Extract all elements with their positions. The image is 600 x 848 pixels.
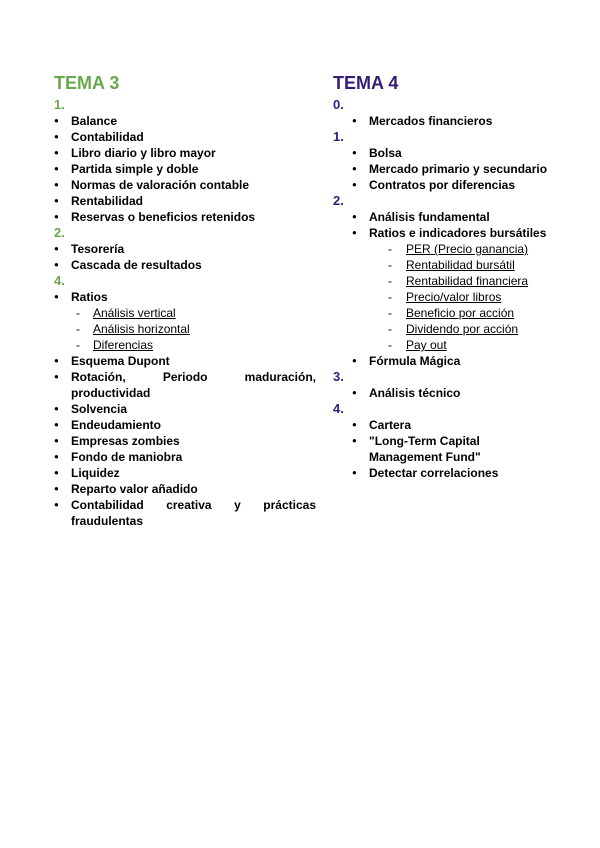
list-item: ● Solvencia [54,401,316,417]
list-item: ● Tesorería [54,241,316,257]
sub-item-label: PER (Precio ganancia) [406,242,529,256]
list-item: ● Fórmula Mágica [352,353,565,369]
sub-item [333,337,565,353]
list-item: ● Contratos por diferencias [352,177,565,193]
sub-item [333,241,565,257]
sub-item-label: Rentabilidad bursátil [406,258,515,272]
list-item: ● Balance [54,113,316,129]
sub-item-label: Rentabilidad financiera [406,274,529,288]
list-item: ● Análisis técnico [352,385,565,401]
section-number: 4. [333,401,344,416]
sub-item [333,305,565,321]
sub-item-label: Diferencias [93,338,154,352]
sub-item [54,305,316,321]
section-number: 0. [333,97,344,112]
sub-item-label: Beneficio por acción [406,306,515,320]
sub-item [54,337,316,353]
section-number: 3. [333,369,344,384]
list-item: ● Normas de valoración contable [54,177,316,193]
tema4-title: TEMA 4 [333,73,399,93]
sub-item [333,273,565,289]
list-item: ● Reparto valor añadido [54,481,316,497]
list-item: ● Contabilidad [54,129,316,145]
section-number: 2. [54,225,65,240]
list-item-contabilidad-creativa [54,497,316,529]
tema3-column [54,72,316,529]
sub-item-label: Precio/valor libros [406,290,502,304]
tema4-column [333,72,565,481]
sub-item-label: Análisis horizontal [93,322,190,336]
list-item-rotacion [54,369,316,401]
list-item: ● Endeudamiento [54,417,316,433]
list-item: ● Rentabilidad [54,193,316,209]
list-item: ● Partida simple y doble [54,161,316,177]
section-number: 4. [54,273,65,288]
list-item: ● Libro diario y libro mayor [54,145,316,161]
tema3-title: TEMA 3 [54,73,120,93]
list-item: ● Bolsa [352,145,565,161]
section-number: 1. [333,129,344,144]
sub-item [333,321,565,337]
sub-item [333,257,565,273]
list-item: ● Cascada de resultados [54,257,316,273]
sub-item-label: Análisis vertical [93,306,176,320]
list-item-ratios: ● Ratios [54,289,316,305]
contab-line1: Contabilidad creativa y prácticas [71,498,316,512]
section-number: 1. [54,97,65,112]
list-item: ● Empresas zombies [54,433,316,449]
list-item: ● Mercados financieros [352,113,565,129]
sub-item [333,289,565,305]
list-item: ● Esquema Dupont [54,353,316,369]
sub-item-label: Pay out [406,338,447,352]
rotacion-line2: productividad [71,386,151,400]
rotacion-line1: Rotación, Periodo maduración, [71,370,316,384]
ltcm-line2: Management Fund" [369,450,481,464]
section-number: 2. [333,193,344,208]
list-item: ● Fondo de maniobra [54,449,316,465]
list-item: ● Reservas o beneficios retenidos [54,209,316,225]
list-item: ● Cartera [352,417,565,433]
list-item: ● Ratios e indicadores bursátiles [352,225,565,241]
sub-item-label: Dividendo por acción [406,322,519,336]
ltcm-line1: "Long-Term Capital [369,434,480,448]
list-item: ● Detectar correlaciones [352,465,565,481]
contab-line2: fraudulentas [71,514,144,528]
list-item: ● Mercado primario y secundario [352,161,565,177]
list-item: ● Análisis fundamental [352,209,565,225]
sub-item [54,321,316,337]
list-item: ● Liquidez [54,465,316,481]
list-item-ltcm [352,433,565,465]
